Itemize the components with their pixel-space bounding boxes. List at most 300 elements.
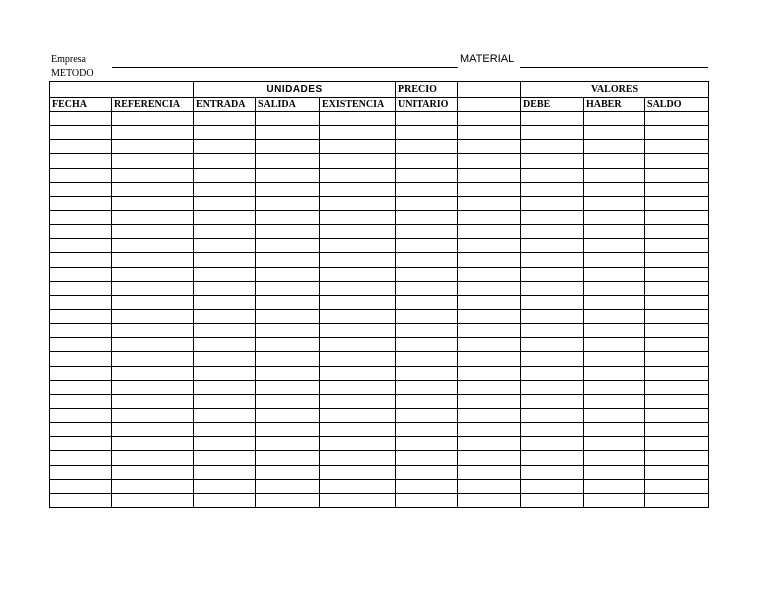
- table-cell[interactable]: [458, 366, 521, 380]
- table-cell[interactable]: [320, 196, 396, 210]
- table-cell[interactable]: [256, 210, 320, 224]
- table-cell[interactable]: [645, 196, 709, 210]
- table-cell[interactable]: [645, 380, 709, 394]
- table-cell[interactable]: [50, 324, 112, 338]
- table-cell[interactable]: [320, 168, 396, 182]
- table-cell[interactable]: [112, 338, 194, 352]
- table-cell[interactable]: [112, 352, 194, 366]
- table-cell[interactable]: [521, 408, 584, 422]
- table-cell[interactable]: [584, 154, 645, 168]
- table-cell[interactable]: [50, 225, 112, 239]
- table-cell[interactable]: [194, 408, 256, 422]
- table-cell[interactable]: [521, 239, 584, 253]
- table-cell[interactable]: [645, 267, 709, 281]
- table-cell[interactable]: [320, 295, 396, 309]
- table-cell[interactable]: [458, 493, 521, 507]
- table-cell[interactable]: [112, 437, 194, 451]
- table-cell[interactable]: [396, 295, 458, 309]
- table-cell[interactable]: [521, 281, 584, 295]
- table-cell[interactable]: [194, 465, 256, 479]
- table-cell[interactable]: [396, 126, 458, 140]
- table-cell[interactable]: [458, 239, 521, 253]
- table-cell[interactable]: [320, 338, 396, 352]
- table-cell[interactable]: [584, 451, 645, 465]
- table-cell[interactable]: [584, 309, 645, 323]
- table-cell[interactable]: [112, 366, 194, 380]
- table-cell[interactable]: [521, 140, 584, 154]
- table-cell[interactable]: [194, 267, 256, 281]
- table-cell[interactable]: [320, 394, 396, 408]
- table-cell[interactable]: [396, 451, 458, 465]
- table-cell[interactable]: [112, 210, 194, 224]
- table-cell[interactable]: [256, 154, 320, 168]
- table-cell[interactable]: [112, 423, 194, 437]
- table-cell[interactable]: [458, 324, 521, 338]
- table-cell[interactable]: [112, 380, 194, 394]
- table-cell[interactable]: [256, 352, 320, 366]
- table-cell[interactable]: [320, 239, 396, 253]
- table-cell[interactable]: [584, 210, 645, 224]
- table-cell[interactable]: [458, 394, 521, 408]
- table-cell[interactable]: [256, 239, 320, 253]
- table-cell[interactable]: [645, 168, 709, 182]
- table-cell[interactable]: [458, 154, 521, 168]
- table-cell[interactable]: [396, 239, 458, 253]
- table-cell[interactable]: [50, 309, 112, 323]
- table-cell[interactable]: [50, 140, 112, 154]
- table-cell[interactable]: [50, 352, 112, 366]
- table-cell[interactable]: [112, 126, 194, 140]
- table-cell[interactable]: [645, 423, 709, 437]
- table-cell[interactable]: [645, 112, 709, 126]
- table-cell[interactable]: [194, 281, 256, 295]
- table-cell[interactable]: [194, 225, 256, 239]
- table-cell[interactable]: [256, 394, 320, 408]
- table-cell[interactable]: [256, 437, 320, 451]
- table-cell[interactable]: [112, 225, 194, 239]
- table-cell[interactable]: [194, 196, 256, 210]
- table-cell[interactable]: [458, 437, 521, 451]
- table-cell[interactable]: [112, 408, 194, 422]
- table-cell[interactable]: [521, 479, 584, 493]
- table-cell[interactable]: [645, 352, 709, 366]
- table-cell[interactable]: [194, 324, 256, 338]
- table-cell[interactable]: [645, 182, 709, 196]
- table-cell[interactable]: [396, 112, 458, 126]
- table-cell[interactable]: [584, 465, 645, 479]
- table-cell[interactable]: [458, 479, 521, 493]
- table-cell[interactable]: [584, 437, 645, 451]
- col-header-saldo: SALDO: [645, 98, 709, 112]
- table-cell[interactable]: [396, 423, 458, 437]
- table-cell[interactable]: [584, 225, 645, 239]
- table-cell[interactable]: [521, 126, 584, 140]
- table-cell[interactable]: [645, 408, 709, 422]
- table-cell[interactable]: [320, 267, 396, 281]
- table-cell[interactable]: [320, 408, 396, 422]
- table-cell[interactable]: [396, 267, 458, 281]
- table-cell[interactable]: [584, 479, 645, 493]
- table-cell[interactable]: [584, 267, 645, 281]
- table-cell[interactable]: [112, 140, 194, 154]
- table-row: [50, 154, 709, 168]
- table-cell[interactable]: [396, 182, 458, 196]
- table-cell[interactable]: [584, 408, 645, 422]
- table-cell[interactable]: [256, 309, 320, 323]
- table-cell[interactable]: [521, 380, 584, 394]
- table-cell[interactable]: [194, 423, 256, 437]
- table-cell[interactable]: [194, 479, 256, 493]
- table-cell[interactable]: [584, 281, 645, 295]
- table-cell[interactable]: [50, 437, 112, 451]
- table-cell[interactable]: [50, 281, 112, 295]
- table-cell[interactable]: [584, 168, 645, 182]
- table-cell[interactable]: [320, 154, 396, 168]
- table-cell[interactable]: [194, 295, 256, 309]
- table-cell[interactable]: [584, 366, 645, 380]
- table-cell[interactable]: [194, 338, 256, 352]
- empresa-field-line[interactable]: [112, 67, 458, 68]
- table-cell[interactable]: [50, 295, 112, 309]
- table-cell[interactable]: [396, 253, 458, 267]
- table-cell[interactable]: [584, 295, 645, 309]
- col-header-referencia: REFERENCIA: [112, 98, 194, 112]
- table-cell[interactable]: [584, 380, 645, 394]
- table-cell[interactable]: [521, 437, 584, 451]
- table-cell[interactable]: [458, 380, 521, 394]
- table-cell[interactable]: [396, 366, 458, 380]
- table-cell[interactable]: [112, 253, 194, 267]
- table-cell[interactable]: [396, 394, 458, 408]
- table-cell[interactable]: [194, 309, 256, 323]
- table-cell[interactable]: [521, 253, 584, 267]
- table-cell[interactable]: [50, 338, 112, 352]
- table-cell[interactable]: [645, 324, 709, 338]
- table-cell[interactable]: [256, 423, 320, 437]
- table-cell[interactable]: [521, 309, 584, 323]
- table-cell[interactable]: [112, 493, 194, 507]
- table-cell[interactable]: [645, 154, 709, 168]
- table-cell[interactable]: [256, 479, 320, 493]
- table-cell[interactable]: [256, 380, 320, 394]
- table-cell[interactable]: [521, 196, 584, 210]
- table-cell[interactable]: [584, 338, 645, 352]
- table-cell[interactable]: [584, 196, 645, 210]
- table-cell[interactable]: [458, 465, 521, 479]
- table-cell[interactable]: [50, 465, 112, 479]
- table-cell[interactable]: [194, 210, 256, 224]
- table-cell[interactable]: [194, 366, 256, 380]
- table-cell[interactable]: [320, 465, 396, 479]
- table-cell[interactable]: [50, 196, 112, 210]
- table-cell[interactable]: [645, 465, 709, 479]
- table-cell[interactable]: [396, 210, 458, 224]
- table-cell[interactable]: [50, 267, 112, 281]
- table-cell[interactable]: [645, 253, 709, 267]
- table-cell[interactable]: [396, 196, 458, 210]
- table-cell[interactable]: [112, 295, 194, 309]
- table-cell[interactable]: [256, 126, 320, 140]
- table-cell[interactable]: [50, 168, 112, 182]
- table-cell[interactable]: [256, 182, 320, 196]
- table-cell[interactable]: [112, 451, 194, 465]
- table-cell[interactable]: [50, 182, 112, 196]
- table-cell[interactable]: [50, 423, 112, 437]
- table-cell[interactable]: [50, 112, 112, 126]
- table-cell[interactable]: [50, 380, 112, 394]
- table-cell[interactable]: [194, 394, 256, 408]
- col-header-blank: [458, 98, 521, 112]
- table-cell[interactable]: [645, 309, 709, 323]
- table-cell[interactable]: [194, 239, 256, 253]
- table-cell[interactable]: [194, 154, 256, 168]
- table-cell[interactable]: [521, 465, 584, 479]
- table-cell[interactable]: [396, 154, 458, 168]
- table-row: [50, 437, 709, 451]
- table-cell[interactable]: [645, 210, 709, 224]
- table-cell[interactable]: [112, 267, 194, 281]
- table-cell[interactable]: [256, 451, 320, 465]
- table-cell[interactable]: [50, 126, 112, 140]
- table-cell[interactable]: [396, 437, 458, 451]
- table-cell[interactable]: [396, 225, 458, 239]
- table-cell[interactable]: [112, 112, 194, 126]
- col-header-unitario: UNITARIO: [396, 98, 458, 112]
- table-cell[interactable]: [256, 493, 320, 507]
- table-cell[interactable]: [50, 253, 112, 267]
- table-cell[interactable]: [320, 493, 396, 507]
- table-cell[interactable]: [256, 366, 320, 380]
- table-cell[interactable]: [50, 154, 112, 168]
- table-cell[interactable]: [458, 253, 521, 267]
- table-cell[interactable]: [320, 352, 396, 366]
- material-field-line[interactable]: [520, 67, 708, 68]
- table-cell[interactable]: [112, 239, 194, 253]
- table-cell[interactable]: [458, 352, 521, 366]
- table-cell[interactable]: [396, 140, 458, 154]
- table-cell[interactable]: [256, 140, 320, 154]
- table-body: [50, 112, 709, 508]
- table-cell[interactable]: [584, 253, 645, 267]
- table-cell[interactable]: [256, 196, 320, 210]
- table-row: [50, 451, 709, 465]
- table-cell[interactable]: [256, 281, 320, 295]
- table-cell[interactable]: [396, 479, 458, 493]
- table-cell[interactable]: [194, 168, 256, 182]
- table-cell[interactable]: [645, 437, 709, 451]
- table-cell[interactable]: [584, 239, 645, 253]
- table-cell[interactable]: [112, 196, 194, 210]
- table-cell[interactable]: [320, 253, 396, 267]
- table-cell[interactable]: [396, 338, 458, 352]
- table-cell[interactable]: [50, 408, 112, 422]
- table-cell[interactable]: [194, 126, 256, 140]
- table-cell[interactable]: [396, 281, 458, 295]
- table-cell[interactable]: [521, 324, 584, 338]
- table-cell[interactable]: [458, 196, 521, 210]
- table-cell[interactable]: [50, 479, 112, 493]
- table-cell[interactable]: [584, 182, 645, 196]
- table-cell[interactable]: [645, 239, 709, 253]
- table-cell[interactable]: [521, 423, 584, 437]
- table-cell[interactable]: [112, 324, 194, 338]
- table-cell[interactable]: [458, 423, 521, 437]
- table-cell[interactable]: [645, 394, 709, 408]
- table-cell[interactable]: [256, 112, 320, 126]
- table-cell[interactable]: [50, 210, 112, 224]
- table-cell[interactable]: [521, 352, 584, 366]
- table-cell[interactable]: [584, 140, 645, 154]
- table-cell[interactable]: [645, 281, 709, 295]
- table-cell[interactable]: [320, 225, 396, 239]
- table-cell[interactable]: [194, 380, 256, 394]
- table-cell[interactable]: [320, 324, 396, 338]
- table-cell[interactable]: [458, 182, 521, 196]
- table-cell[interactable]: [645, 126, 709, 140]
- table-cell[interactable]: [320, 451, 396, 465]
- table-cell[interactable]: [320, 281, 396, 295]
- table-cell[interactable]: [50, 493, 112, 507]
- table-cell[interactable]: [458, 210, 521, 224]
- table-cell[interactable]: [584, 493, 645, 507]
- table-cell[interactable]: [320, 309, 396, 323]
- table-cell[interactable]: [320, 437, 396, 451]
- table-cell[interactable]: [50, 394, 112, 408]
- table-cell[interactable]: [320, 380, 396, 394]
- table-cell[interactable]: [645, 338, 709, 352]
- table-cell[interactable]: [396, 309, 458, 323]
- table-cell[interactable]: [521, 295, 584, 309]
- table-cell[interactable]: [112, 309, 194, 323]
- table-cell[interactable]: [458, 140, 521, 154]
- table-cell[interactable]: [256, 168, 320, 182]
- table-cell[interactable]: [521, 182, 584, 196]
- table-cell[interactable]: [584, 126, 645, 140]
- table-cell[interactable]: [458, 338, 521, 352]
- table-cell[interactable]: [584, 112, 645, 126]
- table-cell[interactable]: [50, 366, 112, 380]
- table-cell[interactable]: [112, 465, 194, 479]
- table-cell[interactable]: [194, 182, 256, 196]
- table-cell[interactable]: [396, 493, 458, 507]
- table-cell[interactable]: [256, 408, 320, 422]
- table-cell[interactable]: [458, 126, 521, 140]
- table-cell[interactable]: [458, 112, 521, 126]
- table-cell[interactable]: [194, 112, 256, 126]
- table-cell[interactable]: [458, 281, 521, 295]
- table-cell[interactable]: [256, 295, 320, 309]
- table-cell[interactable]: [458, 309, 521, 323]
- table-cell[interactable]: [256, 324, 320, 338]
- table-cell[interactable]: [50, 239, 112, 253]
- table-cell[interactable]: [396, 324, 458, 338]
- table-cell[interactable]: [320, 210, 396, 224]
- table-row: [50, 338, 709, 352]
- table-cell[interactable]: [521, 338, 584, 352]
- table-row: [50, 408, 709, 422]
- table-cell[interactable]: [645, 225, 709, 239]
- table-cell[interactable]: [112, 281, 194, 295]
- table-cell[interactable]: [194, 352, 256, 366]
- table-cell[interactable]: [521, 366, 584, 380]
- table-cell[interactable]: [521, 267, 584, 281]
- table-cell[interactable]: [256, 465, 320, 479]
- table-row: [50, 465, 709, 479]
- table-cell[interactable]: [521, 210, 584, 224]
- table-cell[interactable]: [194, 437, 256, 451]
- table-cell[interactable]: [112, 154, 194, 168]
- table-cell[interactable]: [256, 338, 320, 352]
- table-cell[interactable]: [645, 493, 709, 507]
- table-cell[interactable]: [112, 479, 194, 493]
- table-cell[interactable]: [112, 168, 194, 182]
- table-cell[interactable]: [396, 380, 458, 394]
- table-cell[interactable]: [320, 479, 396, 493]
- table-cell[interactable]: [396, 352, 458, 366]
- group-header-blank: [50, 82, 194, 98]
- table-cell[interactable]: [396, 408, 458, 422]
- table-cell[interactable]: [521, 154, 584, 168]
- table-cell[interactable]: [256, 267, 320, 281]
- table-cell[interactable]: [584, 394, 645, 408]
- table-cell[interactable]: [112, 182, 194, 196]
- table-cell[interactable]: [194, 493, 256, 507]
- table-cell[interactable]: [458, 408, 521, 422]
- table-cell[interactable]: [521, 225, 584, 239]
- table-cell[interactable]: [320, 423, 396, 437]
- table-cell[interactable]: [458, 295, 521, 309]
- table-cell[interactable]: [256, 253, 320, 267]
- table-cell[interactable]: [396, 465, 458, 479]
- table-cell[interactable]: [584, 423, 645, 437]
- table-cell[interactable]: [645, 295, 709, 309]
- table-cell[interactable]: [320, 112, 396, 126]
- table-cell[interactable]: [645, 451, 709, 465]
- table-cell[interactable]: [194, 253, 256, 267]
- table-cell[interactable]: [320, 182, 396, 196]
- table-cell[interactable]: [458, 451, 521, 465]
- table-cell[interactable]: [458, 267, 521, 281]
- table-cell[interactable]: [584, 352, 645, 366]
- table-cell[interactable]: [458, 168, 521, 182]
- table-cell[interactable]: [584, 324, 645, 338]
- table-cell[interactable]: [320, 126, 396, 140]
- table-cell[interactable]: [458, 225, 521, 239]
- group-header-empty: [458, 82, 521, 98]
- table-cell[interactable]: [256, 225, 320, 239]
- table-cell[interactable]: [521, 493, 584, 507]
- table-cell[interactable]: [320, 366, 396, 380]
- table-row: [50, 239, 709, 253]
- table-cell[interactable]: [50, 451, 112, 465]
- metodo-label: METODO: [51, 68, 94, 79]
- table-cell[interactable]: [521, 451, 584, 465]
- table-cell[interactable]: [521, 168, 584, 182]
- table-row: [50, 281, 709, 295]
- table-cell[interactable]: [645, 366, 709, 380]
- table-row: [50, 324, 709, 338]
- table-cell[interactable]: [396, 168, 458, 182]
- table-cell[interactable]: [645, 479, 709, 493]
- table-cell[interactable]: [320, 140, 396, 154]
- table-cell[interactable]: [521, 112, 584, 126]
- table-cell[interactable]: [194, 140, 256, 154]
- table-row: [50, 253, 709, 267]
- table-cell[interactable]: [112, 394, 194, 408]
- table-cell[interactable]: [194, 451, 256, 465]
- table-cell[interactable]: [521, 394, 584, 408]
- table-cell[interactable]: [645, 140, 709, 154]
